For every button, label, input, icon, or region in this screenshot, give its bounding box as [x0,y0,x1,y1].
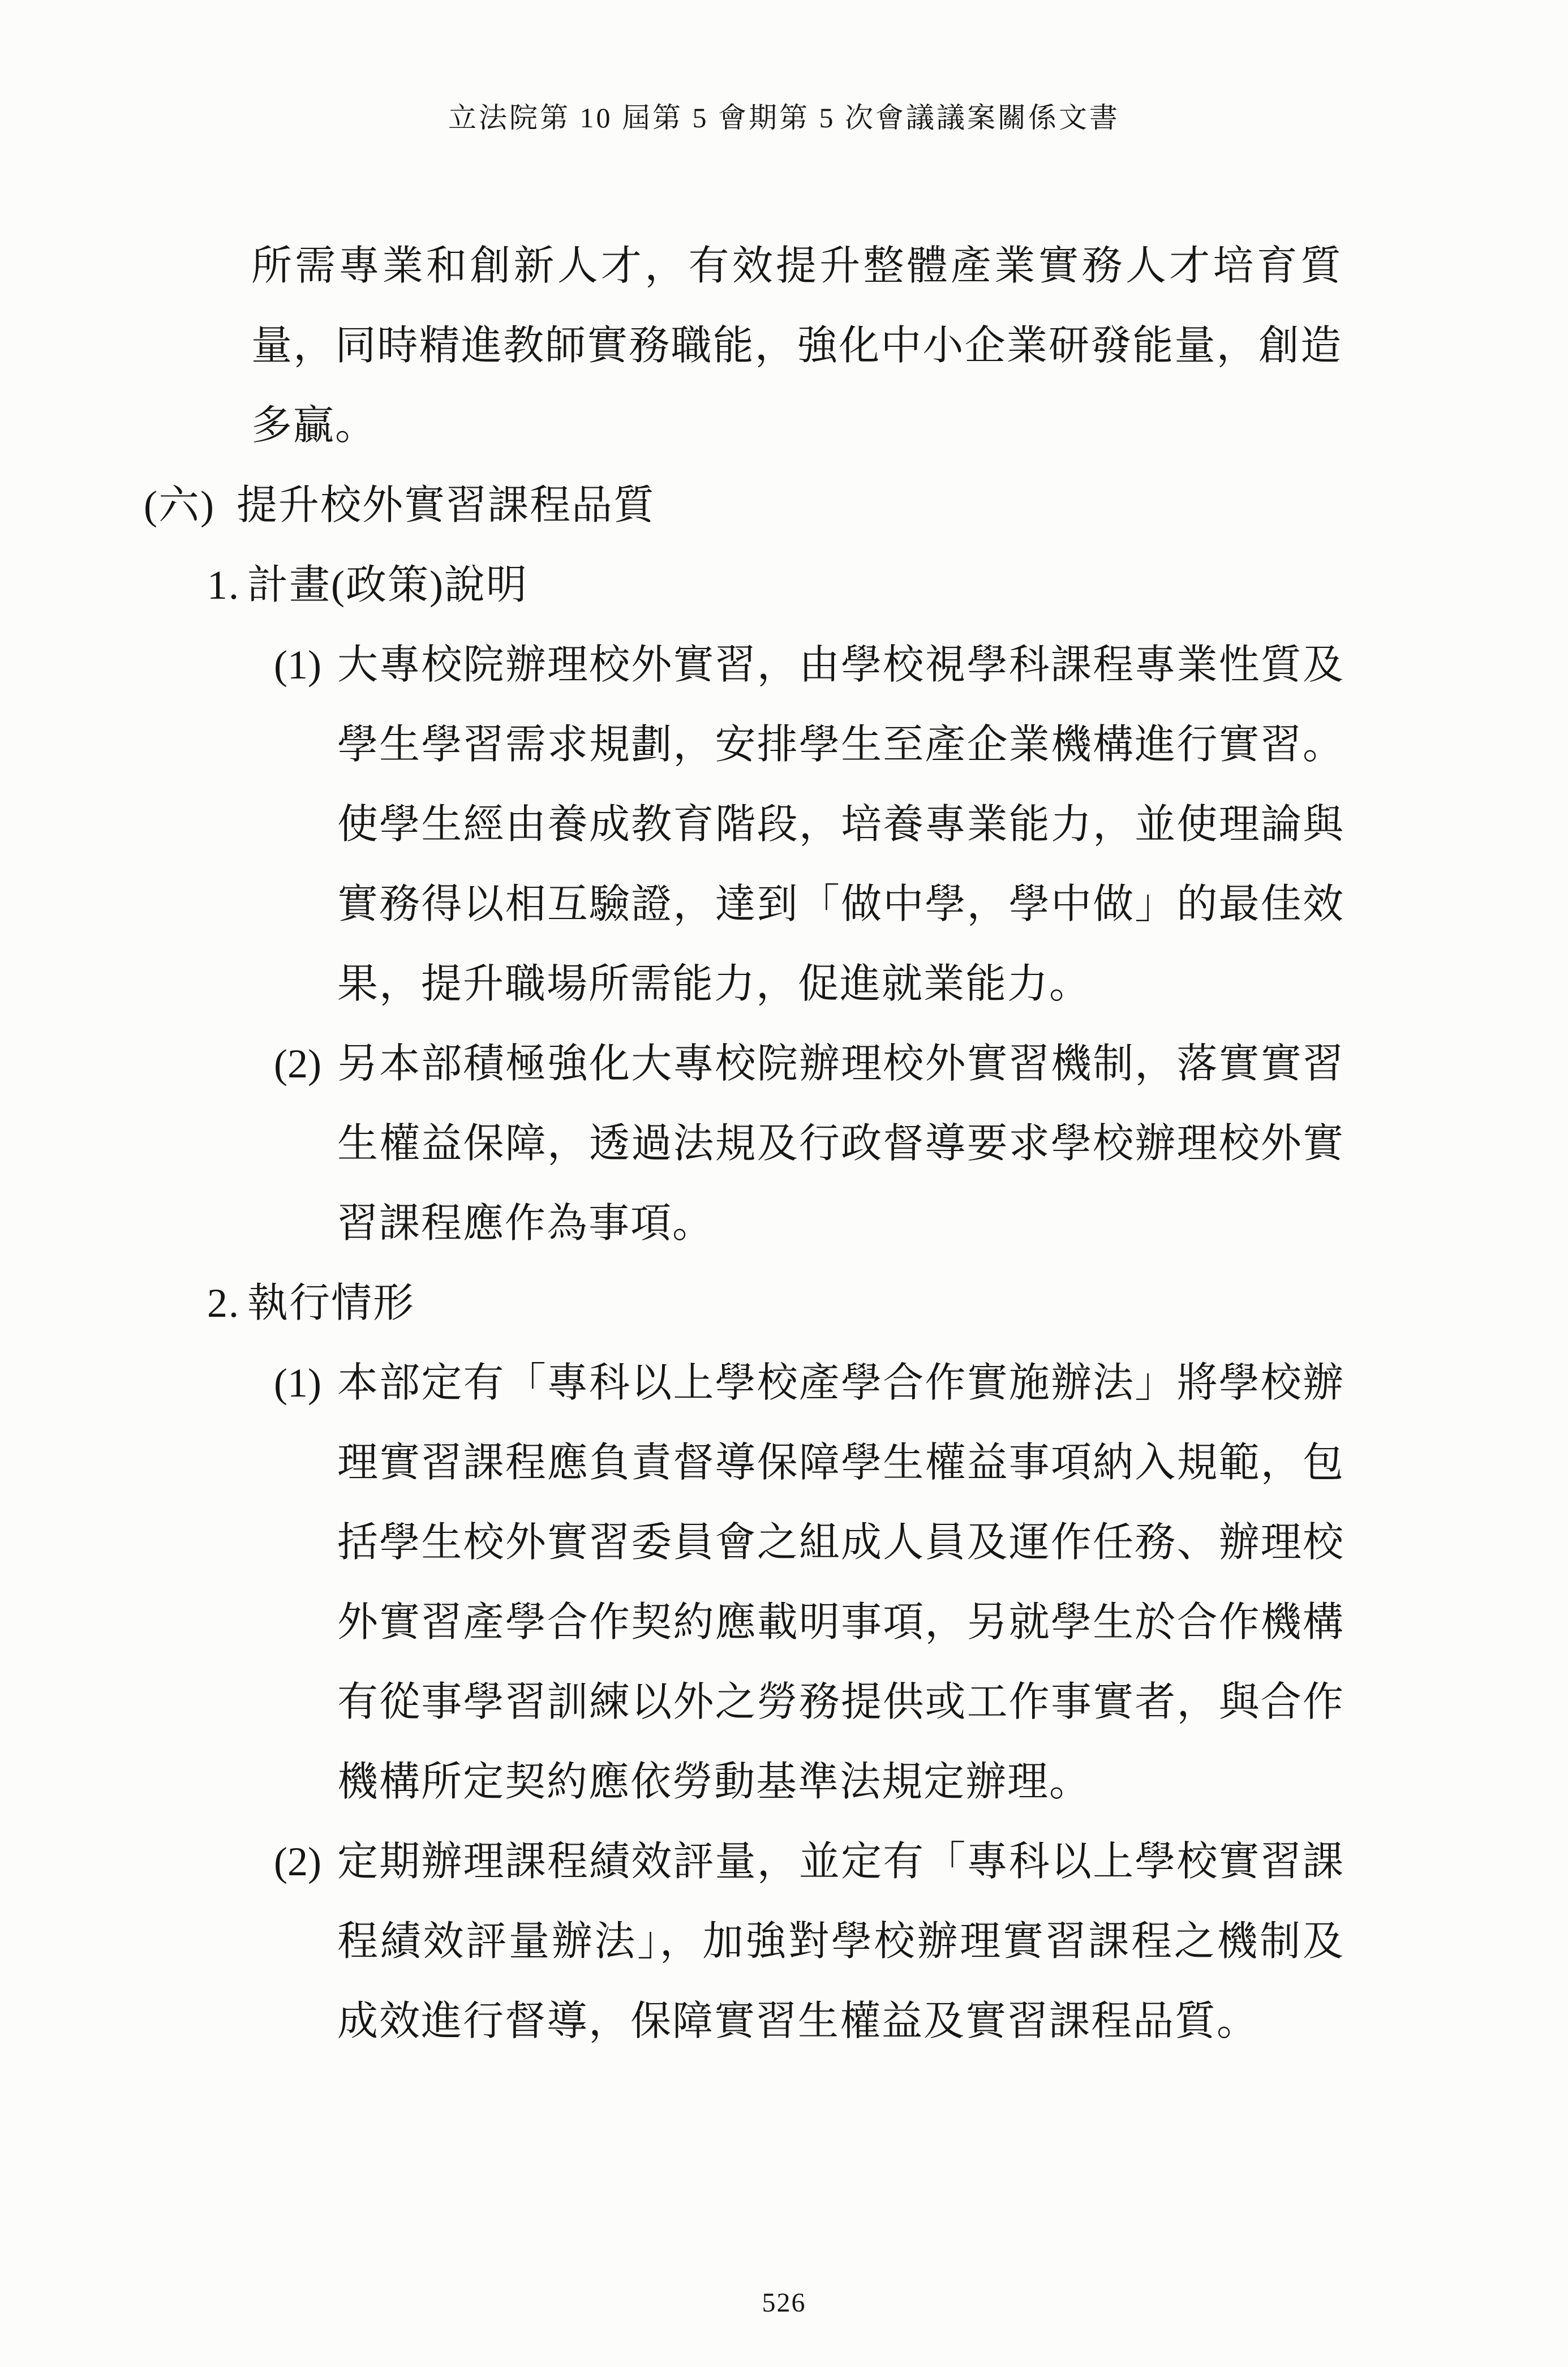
numbered-heading-text: 計畫(政策)說明 [247,562,528,608]
numbered-heading-marker: 2. [207,1281,240,1326]
document-body [0,226,1568,2061]
list-marker: (1) [274,1360,321,1406]
numbered-heading [207,545,1568,625]
document-header-title: 立法院第 10 屆第 5 會期第 5 次會議議案關係文書 [448,102,1120,134]
list-item [274,625,1344,1024]
list-item-text: 定期辦理課程績效評量，並定有「專科以上學校實習課程績效評量辦法」，加強對學校辦理實習課程之機制及成效進行督導，保障實習生權益及實習課程品質。 [337,1839,1344,2044]
section-heading [144,466,1568,545]
paragraph-continuation: 所需專業和創新人才，有效提升整體產業實務人才培育質量，同時精進教師實務職能，強化中小企業研發能量，創造多贏。 [251,243,1342,448]
list-item-text: 另本部積極強化大專校院辦理校外實習機制，落實實習生權益保障，透過法規及行政督導要求學校辦理校外實習課程應作為事項。 [337,1041,1344,1246]
page-number: 526 [762,2288,806,2318]
numbered-heading-marker: 1. [207,562,240,608]
numbered-heading-text: 執行情形 [247,1281,415,1326]
list-item [274,1822,1344,2061]
list-item [274,1024,1344,1264]
list-item-text: 大專校院辦理校外實習，由學校視學科課程專業性質及學生學習需求規劃，安排學生至產企業機構進行實習。使學生經由養成教育階段，培養專業能力，並使理論與實務得以相互驗證，達到「做中學，學中做」的最佳效果，提升職場所需能力，促進就業能力。 [337,642,1344,1007]
section-heading-text: 提升校外實習課程品質 [237,483,656,528]
list-item-text: 本部定有「專科以上學校產學合作實施辦法」將學校辦理實習課程應負責督導保障學生權益事項納入規範，包括學生校外實習委員會之組成人員及運作任務、辦理校外實習產學合作契約應載明事項，另就學生於合作機構有從事學習訓練以外之勞務提供或工作事實者，與合作機構所定契約應依勞動基準法規定辦理。 [337,1360,1344,1805]
section-marker: (六) [144,483,215,528]
numbered-heading [207,1264,1568,1343]
list-marker: (2) [274,1839,321,1884]
list-marker: (1) [274,642,321,688]
list-marker: (2) [274,1041,321,1086]
list-item [274,1343,1344,1822]
